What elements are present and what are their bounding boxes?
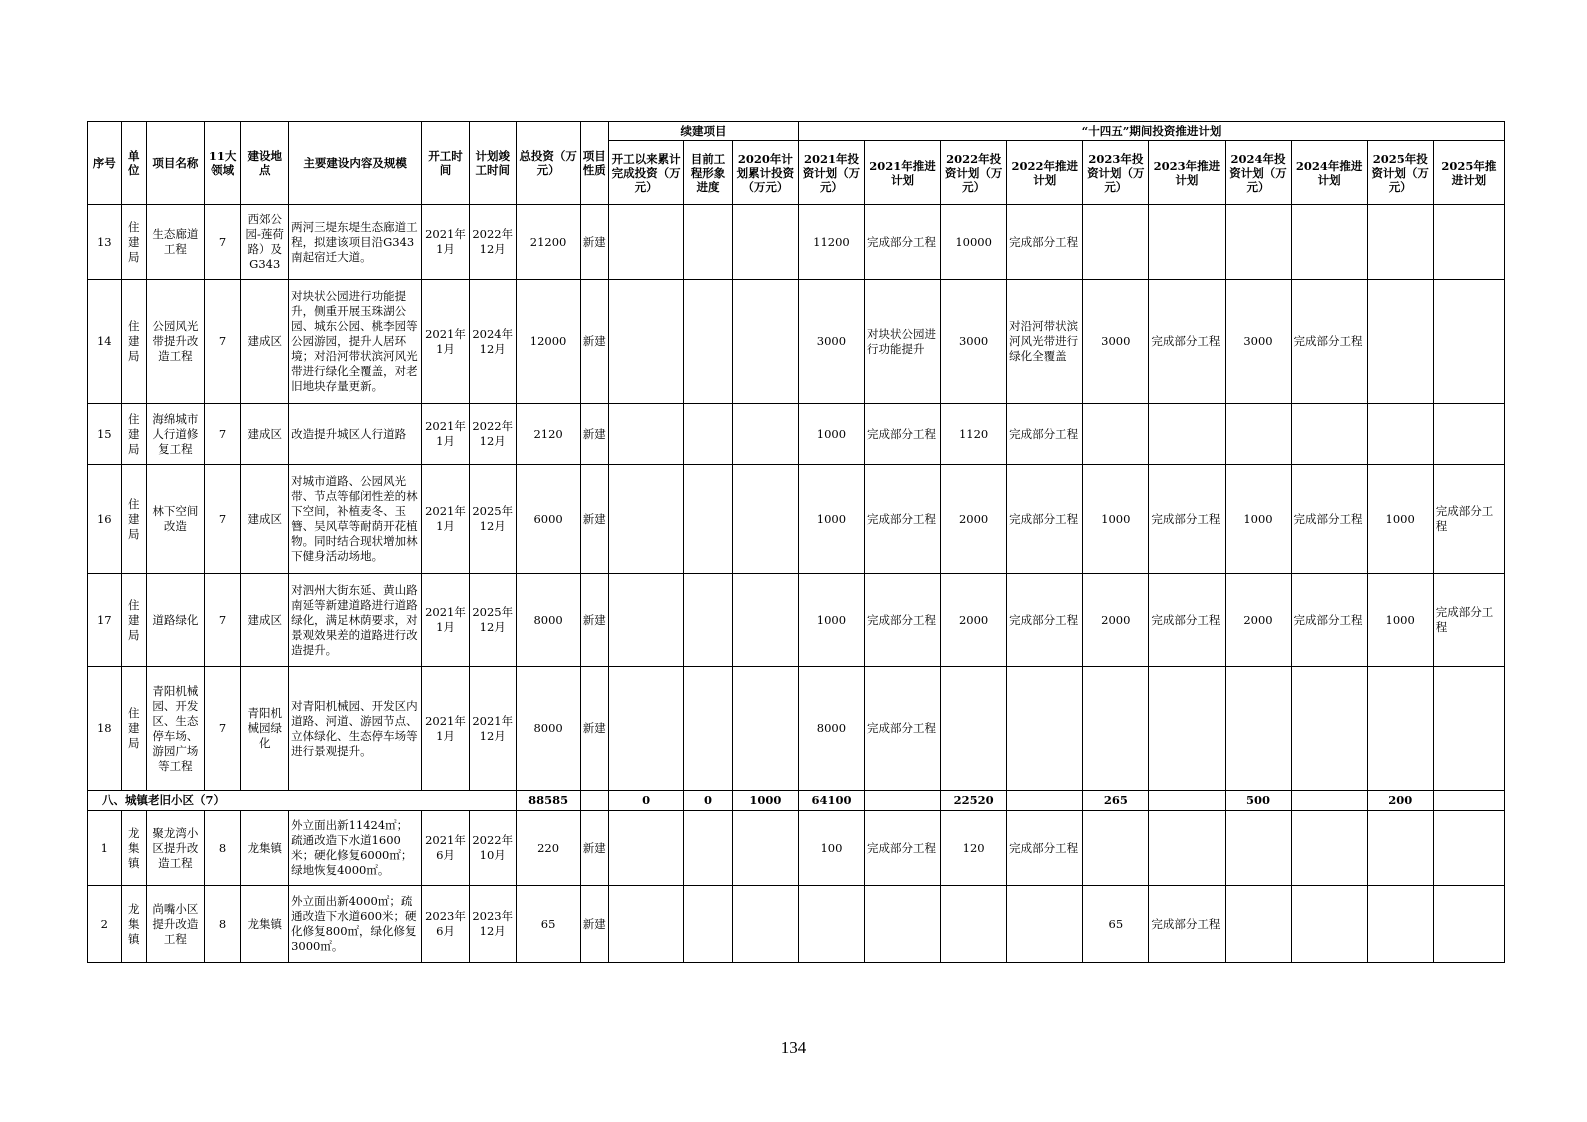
cell-2023-invest: 65 <box>1083 886 1149 963</box>
cell-field: 7 <box>204 404 241 465</box>
cell-cont-progress <box>684 886 733 963</box>
cell-2023-invest: 2000 <box>1083 574 1149 667</box>
cell-field: 7 <box>204 280 241 404</box>
section-2021-invest: 64100 <box>798 791 864 811</box>
section-2022-plan <box>1007 791 1083 811</box>
cell-seq: 13 <box>88 205 122 280</box>
cell-cont-invest <box>609 205 684 280</box>
cell-location: 建成区 <box>241 465 289 574</box>
section-2024-invest: 500 <box>1225 791 1291 811</box>
cell-cont-2020 <box>732 205 798 280</box>
cell-2021-invest: 8000 <box>798 667 864 791</box>
cell-2025-plan <box>1433 404 1504 465</box>
cell-2021-invest: 11200 <box>798 205 864 280</box>
cell-content: 对城市道路、公园风光带、节点等郁闭性差的林下空间，补植麦冬、玉簪、吴风草等耐荫开花植物。同时结合现状增加林下健身活动场地。 <box>289 465 422 574</box>
cell-field: 8 <box>204 811 241 886</box>
cell-seq: 14 <box>88 280 122 404</box>
cell-field: 8 <box>204 886 241 963</box>
cell-2024-invest: 1000 <box>1225 465 1291 574</box>
cell-2021-plan: 完成部分工程 <box>864 574 940 667</box>
section-nature <box>580 791 608 811</box>
investment-plan-table-container <box>87 121 1505 963</box>
cell-total: 6000 <box>516 465 580 574</box>
cell-2023-plan: 完成部分工程 <box>1149 574 1225 667</box>
header-cont-2020: 2020年计划累计投资（万元） <box>732 141 798 205</box>
table-row <box>88 280 1505 404</box>
header-content: 主要建设内容及规模 <box>289 122 422 205</box>
cell-2023-plan: 完成部分工程 <box>1149 280 1225 404</box>
cell-cont-progress <box>684 205 733 280</box>
cell-finish: 2021年12月 <box>469 667 516 791</box>
cell-seq: 2 <box>88 886 122 963</box>
cell-start: 2021年1月 <box>422 404 470 465</box>
cell-name: 公园风光带提升改造工程 <box>146 280 204 404</box>
header-2023-invest: 2023年投资计划（万元） <box>1083 141 1149 205</box>
cell-2021-invest: 1000 <box>798 465 864 574</box>
cell-unit: 住建局 <box>121 667 146 791</box>
cell-unit: 住建局 <box>121 465 146 574</box>
cell-2024-invest <box>1225 205 1291 280</box>
cell-2024-invest <box>1225 667 1291 791</box>
cell-2023-plan <box>1149 404 1225 465</box>
cell-cont-progress <box>684 465 733 574</box>
cell-total: 2120 <box>516 404 580 465</box>
section-2025-invest: 200 <box>1367 791 1433 811</box>
cell-unit: 住建局 <box>121 280 146 404</box>
header-2024-invest: 2024年投资计划（万元） <box>1225 141 1291 205</box>
cell-start: 2021年1月 <box>422 465 470 574</box>
header-2022-plan: 2022年推进计划 <box>1007 141 1083 205</box>
cell-2025-plan <box>1433 811 1504 886</box>
table-body <box>88 205 1505 963</box>
cell-2022-plan <box>1007 886 1083 963</box>
cell-2021-plan: 完成部分工程 <box>864 667 940 791</box>
section-2023-invest: 265 <box>1083 791 1149 811</box>
cell-cont-2020 <box>732 574 798 667</box>
table-row <box>88 404 1505 465</box>
cell-start: 2021年1月 <box>422 280 470 404</box>
cell-2022-plan: 完成部分工程 <box>1007 205 1083 280</box>
cell-field: 7 <box>204 574 241 667</box>
cell-location: 龙集镇 <box>241 886 289 963</box>
cell-2025-invest: 1000 <box>1367 574 1433 667</box>
cell-2024-invest <box>1225 404 1291 465</box>
cell-2024-plan: 完成部分工程 <box>1291 280 1367 404</box>
cell-cont-invest <box>609 465 684 574</box>
cell-location: 建成区 <box>241 574 289 667</box>
cell-2025-invest <box>1367 886 1433 963</box>
cell-2022-plan: 完成部分工程 <box>1007 404 1083 465</box>
cell-2024-invest: 2000 <box>1225 574 1291 667</box>
cell-unit: 住建局 <box>121 205 146 280</box>
header-plan-group: “十四五”期间投资推进计划 <box>798 122 1504 141</box>
header-2023-plan: 2023年推进计划 <box>1149 141 1225 205</box>
cell-unit: 住建局 <box>121 404 146 465</box>
cell-cont-progress <box>684 667 733 791</box>
cell-finish: 2025年12月 <box>469 574 516 667</box>
cell-nature: 新建 <box>580 465 608 574</box>
cell-total: 8000 <box>516 574 580 667</box>
cell-cont-invest <box>609 404 684 465</box>
cell-unit: 住建局 <box>121 574 146 667</box>
table-row <box>88 205 1505 280</box>
cell-2022-plan <box>1007 667 1083 791</box>
cell-start: 2021年1月 <box>422 205 470 280</box>
cell-finish: 2022年10月 <box>469 811 516 886</box>
header-cont-invest: 开工以来累计完成投资（万元） <box>609 141 684 205</box>
cell-finish: 2023年12月 <box>469 886 516 963</box>
header-2025-plan: 2025年推进计划 <box>1433 141 1504 205</box>
cell-2022-invest: 10000 <box>941 205 1007 280</box>
cell-cont-invest <box>609 280 684 404</box>
header-field: 11大领域 <box>204 122 241 205</box>
cell-finish: 2025年12月 <box>469 465 516 574</box>
section-2024-plan <box>1291 791 1367 811</box>
cell-2025-plan <box>1433 280 1504 404</box>
cell-content: 对泗州大街东延、黄山路南延等新建道路进行道路绿化，满足林荫要求，对景观效果差的道路进行改造提升。 <box>289 574 422 667</box>
cell-total: 220 <box>516 811 580 886</box>
cell-name: 林下空间改造 <box>146 465 204 574</box>
cell-seq: 15 <box>88 404 122 465</box>
cell-name: 尚嘴小区提升改造工程 <box>146 886 204 963</box>
cell-cont-2020 <box>732 404 798 465</box>
cell-unit: 龙集镇 <box>121 886 146 963</box>
cell-2023-plan: 完成部分工程 <box>1149 886 1225 963</box>
cell-2025-plan: 完成部分工程 <box>1433 574 1504 667</box>
cell-cont-2020 <box>732 886 798 963</box>
cell-seq: 16 <box>88 465 122 574</box>
cell-content: 外立面出新4000㎡；疏通改造下水道600米；硬化修复800㎡，绿化修复3000㎡。 <box>289 886 422 963</box>
cell-2022-invest: 120 <box>941 811 1007 886</box>
cell-2024-plan: 完成部分工程 <box>1291 574 1367 667</box>
header-seq: 序号 <box>88 122 122 205</box>
cell-2025-plan <box>1433 205 1504 280</box>
cell-2021-plan: 对块状公园进行功能提升 <box>864 280 940 404</box>
cell-2023-invest <box>1083 667 1149 791</box>
cell-2025-invest <box>1367 205 1433 280</box>
header-continuing-group: 续建项目 <box>609 122 799 141</box>
cell-2021-plan: 完成部分工程 <box>864 811 940 886</box>
section-2025-plan <box>1433 791 1504 811</box>
cell-content: 外立面出新11424㎡；疏通改造下水道1600米；硬化修复6000㎡；绿地恢复4000㎡。 <box>289 811 422 886</box>
table-row <box>88 465 1505 574</box>
cell-location: 龙集镇 <box>241 811 289 886</box>
cell-content: 两河三堤东堤生态廊道工程，拟建该项目沿G343南起宿迁大道。 <box>289 205 422 280</box>
cell-2024-invest: 3000 <box>1225 280 1291 404</box>
cell-total: 21200 <box>516 205 580 280</box>
cell-content: 改造提升城区人行道路 <box>289 404 422 465</box>
cell-2024-plan: 完成部分工程 <box>1291 465 1367 574</box>
cell-name: 海绵城市人行道修复工程 <box>146 404 204 465</box>
cell-2022-invest: 2000 <box>941 465 1007 574</box>
cell-location: 西郊公园-莲荷路）及G343 <box>241 205 289 280</box>
header-finish: 计划竣工时间 <box>469 122 516 205</box>
cell-2022-invest: 1120 <box>941 404 1007 465</box>
table-row <box>88 574 1505 667</box>
cell-nature: 新建 <box>580 667 608 791</box>
cell-cont-progress <box>684 404 733 465</box>
cell-cont-progress <box>684 280 733 404</box>
cell-cont-2020 <box>732 811 798 886</box>
cell-2022-plan: 完成部分工程 <box>1007 465 1083 574</box>
section-2021-plan <box>864 791 940 811</box>
cell-2025-plan: 完成部分工程 <box>1433 465 1504 574</box>
section-cont-2020: 1000 <box>732 791 798 811</box>
cell-cont-invest <box>609 667 684 791</box>
section-cont-invest: 0 <box>609 791 684 811</box>
cell-2023-invest <box>1083 404 1149 465</box>
cell-2024-plan <box>1291 886 1367 963</box>
table-row <box>88 667 1505 791</box>
cell-2023-invest: 3000 <box>1083 280 1149 404</box>
cell-2022-invest <box>941 886 1007 963</box>
cell-content: 对青阳机械园、开发区内道路、河道、游园节点、立体绿化、生态停车场等进行景观提升。 <box>289 667 422 791</box>
cell-2023-plan <box>1149 667 1225 791</box>
header-start: 开工时间 <box>422 122 470 205</box>
cell-name: 青阳机械园、开发区、生态停车场、游园广场等工程 <box>146 667 204 791</box>
cell-2022-plan: 完成部分工程 <box>1007 811 1083 886</box>
cell-location: 建成区 <box>241 404 289 465</box>
cell-2024-plan <box>1291 205 1367 280</box>
cell-start: 2021年1月 <box>422 667 470 791</box>
section-2022-invest: 22520 <box>941 791 1007 811</box>
cell-2022-invest <box>941 667 1007 791</box>
cell-total: 65 <box>516 886 580 963</box>
cell-name: 聚龙湾小区提升改造工程 <box>146 811 204 886</box>
cell-2024-plan <box>1291 811 1367 886</box>
cell-2025-invest <box>1367 404 1433 465</box>
header-2024-plan: 2024年推进计划 <box>1291 141 1367 205</box>
cell-2023-invest: 1000 <box>1083 465 1149 574</box>
cell-2025-invest <box>1367 811 1433 886</box>
header-location: 建设地点 <box>241 122 289 205</box>
cell-nature: 新建 <box>580 574 608 667</box>
cell-total: 8000 <box>516 667 580 791</box>
header-2021-invest: 2021年投资计划（万元） <box>798 141 864 205</box>
cell-2021-invest: 3000 <box>798 280 864 404</box>
header-cont-progress: 目前工程形象进度 <box>684 141 733 205</box>
section-subtotal-row <box>88 791 1505 811</box>
cell-2024-invest <box>1225 811 1291 886</box>
cell-finish: 2022年12月 <box>469 404 516 465</box>
cell-unit: 龙集镇 <box>121 811 146 886</box>
cell-seq: 17 <box>88 574 122 667</box>
cell-location: 青阳机械园绿化 <box>241 667 289 791</box>
header-nature: 项目性质 <box>580 122 608 205</box>
cell-name: 道路绿化 <box>146 574 204 667</box>
cell-2021-invest <box>798 886 864 963</box>
cell-2022-invest: 2000 <box>941 574 1007 667</box>
cell-2025-invest <box>1367 667 1433 791</box>
header-2025-invest: 2025年投资计划（万元） <box>1367 141 1433 205</box>
cell-2023-plan <box>1149 811 1225 886</box>
cell-cont-invest <box>609 811 684 886</box>
cell-2025-plan <box>1433 667 1504 791</box>
cell-cont-invest <box>609 574 684 667</box>
cell-cont-2020 <box>732 465 798 574</box>
cell-nature: 新建 <box>580 404 608 465</box>
cell-2021-plan: 完成部分工程 <box>864 205 940 280</box>
cell-field: 7 <box>204 465 241 574</box>
cell-nature: 新建 <box>580 886 608 963</box>
cell-2023-invest <box>1083 811 1149 886</box>
cell-cont-progress <box>684 811 733 886</box>
section-2023-plan <box>1149 791 1225 811</box>
cell-cont-2020 <box>732 667 798 791</box>
cell-2024-plan <box>1291 404 1367 465</box>
cell-2025-invest <box>1367 280 1433 404</box>
cell-2025-plan <box>1433 886 1504 963</box>
cell-cont-progress <box>684 574 733 667</box>
cell-start: 2021年1月 <box>422 574 470 667</box>
section-total: 88585 <box>516 791 580 811</box>
cell-2021-invest: 1000 <box>798 404 864 465</box>
cell-2024-plan <box>1291 667 1367 791</box>
header-2022-invest: 2022年投资计划（万元） <box>941 141 1007 205</box>
cell-finish: 2024年12月 <box>469 280 516 404</box>
cell-2023-invest <box>1083 205 1149 280</box>
cell-2023-plan <box>1149 205 1225 280</box>
cell-2022-plan: 对沿河带状滨河风光带进行绿化全覆盖 <box>1007 280 1083 404</box>
cell-nature: 新建 <box>580 280 608 404</box>
header-unit: 单位 <box>121 122 146 205</box>
cell-2023-plan: 完成部分工程 <box>1149 465 1225 574</box>
section-label: 八、城镇老旧小区（7） <box>88 791 517 811</box>
cell-finish: 2022年12月 <box>469 205 516 280</box>
cell-nature: 新建 <box>580 205 608 280</box>
page-number: 134 <box>780 1038 807 1057</box>
cell-2021-plan: 完成部分工程 <box>864 404 940 465</box>
cell-name: 生态廊道工程 <box>146 205 204 280</box>
cell-field: 7 <box>204 205 241 280</box>
cell-2024-invest <box>1225 886 1291 963</box>
table-row <box>88 811 1505 886</box>
cell-total: 12000 <box>516 280 580 404</box>
header-total: 总投资（万元） <box>516 122 580 205</box>
cell-2021-invest: 100 <box>798 811 864 886</box>
cell-seq: 18 <box>88 667 122 791</box>
investment-plan-table <box>87 121 1505 963</box>
cell-cont-invest <box>609 886 684 963</box>
cell-2021-invest: 1000 <box>798 574 864 667</box>
cell-2021-plan <box>864 886 940 963</box>
cell-start: 2023年6月 <box>422 886 470 963</box>
cell-content: 对块状公园进行功能提升，侧重开展玉珠湖公园、城东公园、桃李园等公园游园，提升人居环境；对沿河带状滨河风光带进行绿化全覆盖，对老旧地块存量更新。 <box>289 280 422 404</box>
cell-2022-plan: 完成部分工程 <box>1007 574 1083 667</box>
cell-2021-plan: 完成部分工程 <box>864 465 940 574</box>
cell-start: 2021年6月 <box>422 811 470 886</box>
cell-cont-2020 <box>732 280 798 404</box>
header-name: 项目名称 <box>146 122 204 205</box>
cell-2025-invest: 1000 <box>1367 465 1433 574</box>
cell-seq: 1 <box>88 811 122 886</box>
section-cont-progress: 0 <box>684 791 733 811</box>
cell-location: 建成区 <box>241 280 289 404</box>
table-row <box>88 886 1505 963</box>
cell-field: 7 <box>204 667 241 791</box>
cell-2022-invest: 3000 <box>941 280 1007 404</box>
header-2021-plan: 2021年推进计划 <box>864 141 940 205</box>
cell-nature: 新建 <box>580 811 608 886</box>
